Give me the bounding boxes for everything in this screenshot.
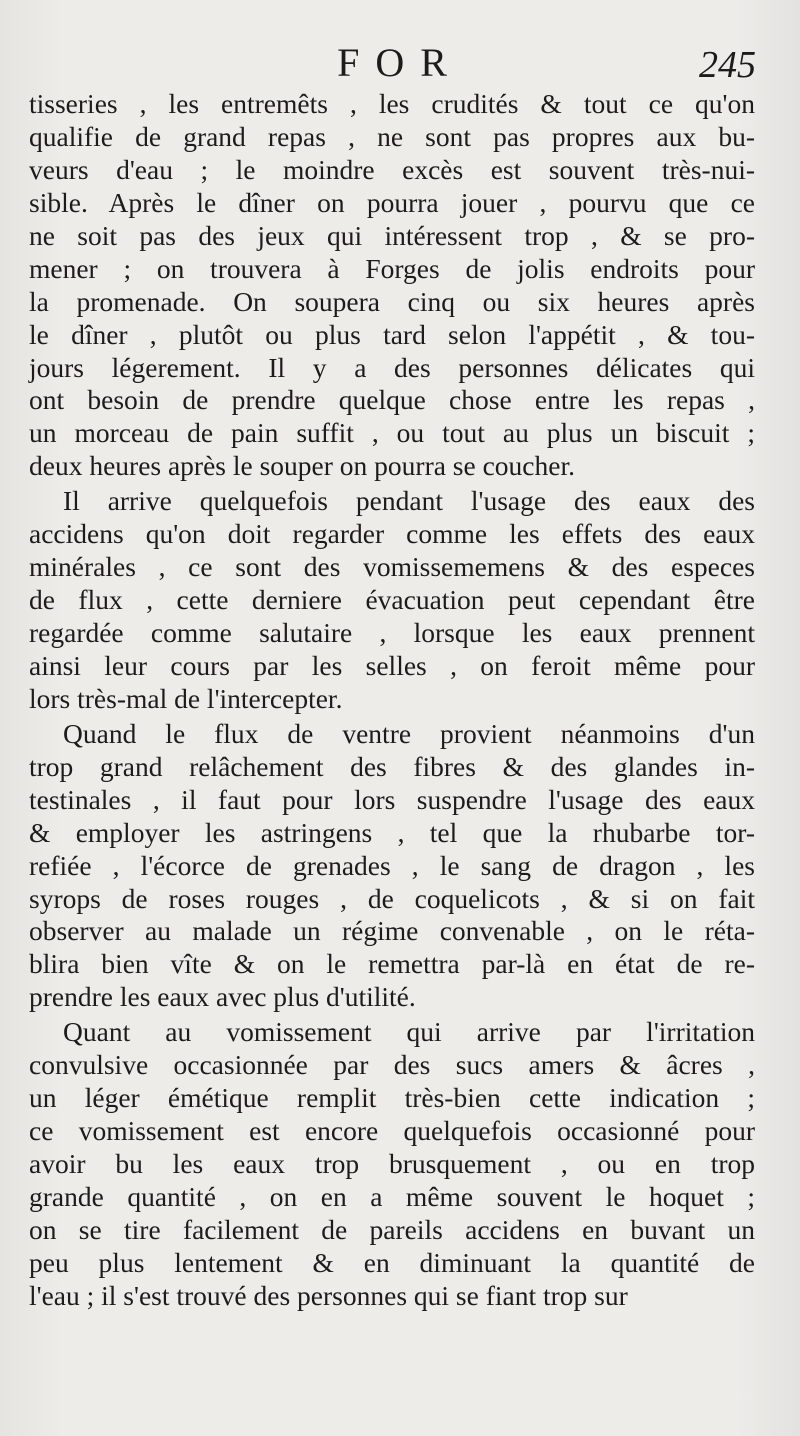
paragraph — [29, 88, 755, 483]
running-head: FOR — [337, 40, 463, 85]
text-line: de flux , cette derniere évacuation peut cependant être — [29, 584, 755, 616]
text-line: tisseries , les entremêts , les crudités & tout ce qu'on — [29, 88, 755, 119]
text-line: qualifie de grand repas , ne sont pas propres aux bu- — [29, 120, 755, 152]
text-line: ne soit pas des jeux qui intéressent trop , & se pro- — [29, 219, 755, 251]
text-line: l'eau ; il s'est trouvé des personnes qui se fiant trop sur — [29, 1279, 628, 1311]
text-line: blira bien vîte & on le remettra par-là en état de re- — [29, 948, 755, 980]
text-line: & employer les astringens , tel que la rhubarbe tor- — [29, 816, 755, 848]
text-line: ainsi leur cours par les selles , on feroit même pour — [29, 649, 755, 681]
text-line: grande quantité , on en a même souvent le hoquet ; — [29, 1180, 755, 1212]
text-line: avoir bu les eaux trop brusquement , ou en trop — [29, 1148, 755, 1179]
text-line: Quant au vomissement qui arrive par l'irritation — [63, 1016, 755, 1048]
body-text — [29, 88, 755, 1313]
page-header — [0, 38, 800, 88]
text-line: syrops de roses rouges , de coquelicots , & si on fait — [29, 882, 755, 914]
text-line: refiée , l'écorce de grenades , le sang de dragon , les — [29, 849, 755, 881]
paragraph — [29, 485, 755, 716]
text-line: testinales , il faut pour lors suspendre l'usage des eaux — [29, 783, 755, 815]
text-line: sible. Après le dîner on pourra jouer , pourvu que ce — [29, 186, 755, 218]
page-number: 245 — [699, 44, 756, 86]
text-line: jours légerement. Il y a des personnes délicates qui — [29, 351, 755, 383]
text-line: un léger émétique remplit très-bien cette indication ; — [29, 1082, 755, 1114]
text-line: on se tire facilement de pareils accidens en buvant un — [29, 1213, 755, 1245]
text-line: minérales , ce sont des vomissememens & des especes — [29, 551, 755, 583]
text-line: la promenade. On soupera cinq ou six heures après — [29, 285, 755, 317]
paragraph — [29, 718, 755, 1014]
paragraph — [29, 1016, 755, 1312]
text-line: lors très-mal de l'intercepter. — [29, 682, 343, 714]
text-line: un morceau de pain suffit , ou tout au plus un biscuit ; — [29, 417, 755, 449]
text-line: accidens qu'on doit regarder comme les effets des eaux — [29, 518, 755, 550]
text-line: regardée comme salutaire , lorsque les eaux prennent — [29, 617, 755, 648]
text-line: observer au malade un régime convenable , on le réta- — [29, 915, 755, 947]
text-line: ce vomissement est encore quelquefois occasionné pour — [29, 1115, 755, 1147]
text-line: deux heures après le souper on pourra se coucher. — [29, 450, 575, 482]
text-line: Quand le flux de ventre provient néanmoins d'un — [63, 717, 755, 749]
text-line: peu plus lentement & en diminuant la quantité de — [29, 1246, 755, 1278]
text-line: prendre les eaux avec plus d'utilité. — [29, 981, 416, 1013]
text-line: veurs d'eau ; le moindre excès est souvent très-nui- — [29, 153, 755, 185]
text-line: Il arrive quelquefois pendant l'usage des eaux des — [63, 485, 755, 517]
text-line: mener ; on trouvera à Forges de jolis endroits pour — [29, 252, 755, 284]
text-line: ont besoin de prendre quelque chose entre les repas , — [29, 384, 755, 416]
text-line: trop grand relâchement des fibres & des glandes in- — [29, 750, 755, 782]
text-line: convulsive occasionnée par des sucs amers & âcres , — [29, 1049, 755, 1081]
text-line: le dîner , plutôt ou plus tard selon l'appétit , & tou- — [29, 318, 755, 350]
